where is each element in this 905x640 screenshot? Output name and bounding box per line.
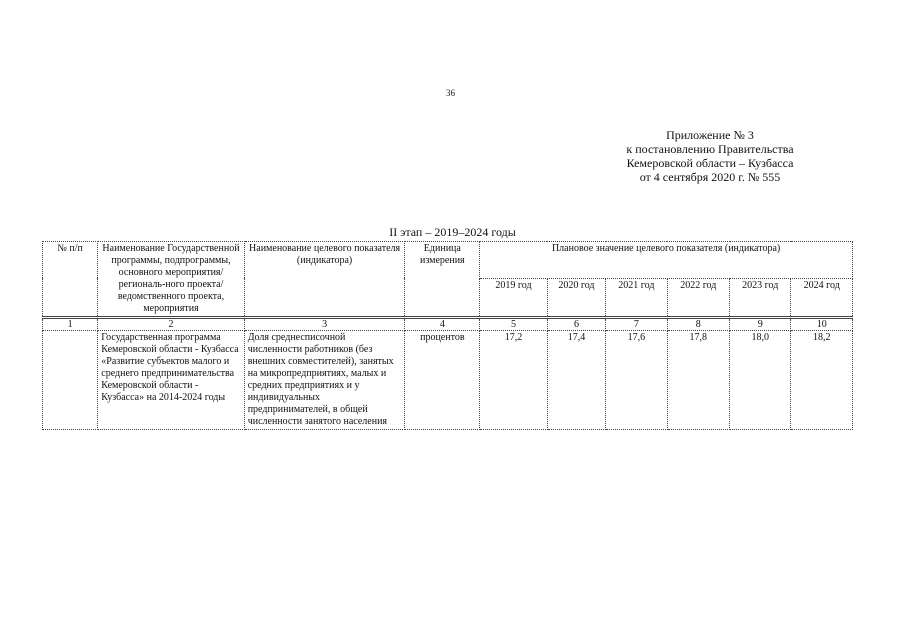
page-number: 36	[446, 88, 455, 98]
column-numbers-row	[43, 318, 853, 331]
row-value-2021: 17,6	[606, 331, 667, 430]
header-num: № п/п	[43, 242, 98, 318]
row-value-2022: 17,8	[667, 331, 729, 430]
appendix-line-4: от 4 сентября 2020 г. № 555	[639, 170, 781, 184]
header-planned-value: Плановое значение целевого показателя (индикатора)	[480, 242, 853, 279]
header-year: 2019 год	[480, 278, 548, 317]
appendix-line-2: к постановлению Правительства	[626, 142, 794, 156]
row-program: Государственная программа Кемеровской области - Кузбасса «Развитие субъектов малого и среднего предпринимательства Кемеровской области - Кузбасса» на 2014-2024 годы	[98, 331, 244, 430]
row-value-2024: 18,2	[791, 331, 853, 430]
row-indicator: Доля среднесписочной численности работников (без внешних совместителей), занятых на микропредприятиях, малых и средних предприятиях и у индивидуальных предпринимателей, в общей численности занятого населения	[244, 331, 405, 430]
column-number: 6	[547, 318, 605, 331]
table-row	[43, 331, 853, 430]
header-year: 2021 год	[606, 278, 667, 317]
column-number: 9	[730, 318, 791, 331]
header-year: 2022 год	[667, 278, 729, 317]
column-number: 1	[43, 318, 98, 331]
indicator-table-wrapper	[42, 241, 853, 430]
row-unit: процентов	[405, 331, 480, 430]
row-value-2020: 17,4	[547, 331, 605, 430]
column-number: 7	[606, 318, 667, 331]
column-number: 5	[480, 318, 548, 331]
column-number: 2	[98, 318, 244, 331]
header-indicator: Наименование целевого показателя (индикатора)	[244, 242, 405, 318]
indicator-table	[42, 241, 853, 430]
row-value-2019: 17,2	[480, 331, 548, 430]
appendix-line-1: Приложение № 3	[666, 128, 754, 142]
row-value-2023: 18,0	[730, 331, 791, 430]
header-program: Наименование Государственной программы, подпрограммы, основного мероприятия/региональ-ного проекта/ ведомственного проекта, мероприятия	[98, 242, 244, 318]
header-row-1	[43, 242, 853, 279]
header-unit: Единица измерения	[405, 242, 480, 318]
column-number: 8	[667, 318, 729, 331]
row-num	[43, 331, 98, 430]
column-number: 3	[244, 318, 405, 331]
appendix-header	[560, 128, 860, 184]
column-number: 4	[405, 318, 480, 331]
column-number: 10	[791, 318, 853, 331]
header-year: 2020 год	[547, 278, 605, 317]
header-year: 2023 год	[730, 278, 791, 317]
appendix-line-3: Кемеровской области – Кузбасса	[626, 156, 794, 170]
stage-title: II этап – 2019–2024 годы	[389, 225, 516, 239]
header-year: 2024 год	[791, 278, 853, 317]
